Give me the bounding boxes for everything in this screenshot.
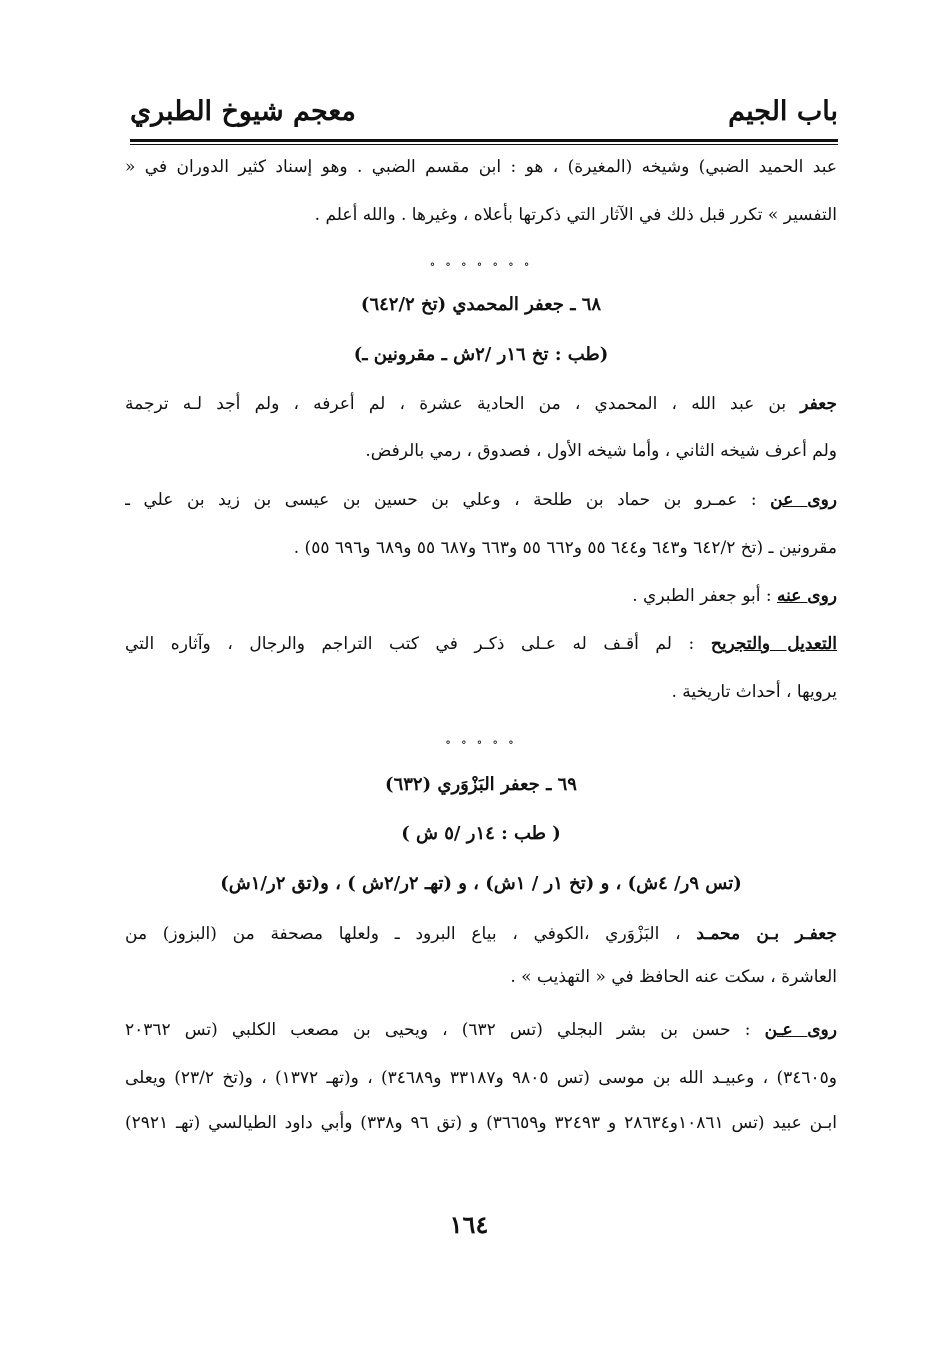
body-line: مقرونين ـ (تخ ٦٤٢/٢ و٦٤٣ و٦٤٤ ٥٥ و٦٦٢ ٥٥ و٦٦٣ و٦٨٧ ٥٥ و٦٨٩ و٦٩٦ ٥٥) . <box>293 538 837 558</box>
entry-69-title: ٦٩ ـ جعفر البَزْوَري (٦٣٢) <box>385 774 577 795</box>
running-header <box>130 92 838 134</box>
narrated-from-label: روى عن <box>770 490 837 510</box>
entry-69-reference: ( طب : ١٤ر /٥ ش ) <box>401 823 561 844</box>
body-line: التفسير » تكرر قبل ذلك في الآثار التي ذكرتها بأعلاه ، وغيرها . والله أعلم . <box>314 205 837 225</box>
header-rule-thick <box>130 139 838 142</box>
entry-69-narrated-from <box>125 1018 837 1042</box>
section-separator: ∘ ∘ ∘ ∘ ∘ <box>445 735 517 749</box>
entry-69-line <box>125 922 837 946</box>
assessment-label: التعديل والتجريح <box>710 634 837 654</box>
entry-68-line <box>125 392 837 416</box>
entry-68-reference: (طب : تخ ١٦ر /٢ش ـ مقرونين ـ) <box>353 344 609 365</box>
section-separator: ∘ ∘ ∘ ∘ ∘ ∘ ∘ <box>429 257 533 271</box>
narrated-by-text: : أبو جعفر الطبري . <box>632 586 772 606</box>
page-number: ١٦٤ <box>449 1210 489 1239</box>
entry-68-text: بن عبد الله ، المحمدي ، من الحادية عشرة ، لم أعرفه ، ولم أجد لـه ترجمة <box>125 394 787 414</box>
entry-69-text: ، البَزْوَري ،الكوفي ، بياع البرود ـ ولعلها مصحفة من (البزوز) من <box>125 924 681 944</box>
book-title: معجم شيوخ الطبري <box>130 96 356 127</box>
body-line: ابـن عبيد (تس ١٠٨٦١و٢٨٦٣٤ و ٣٢٤٩٣ و٣٦٦٥٩) و (تق ٩٦ و٣٣٨) وأبي داود الطيالسي (تهـ ٢٩٢١) <box>125 1113 837 1133</box>
assessment-text: : لم أقـف له عـلى ذكـر في كتب التراجم والرجال ، وآثاره التي <box>125 634 695 654</box>
body-line: و٣٤٦٠٥) ، وعبيـد الله بن موسى (تس ٩٨٠٥ و٣٣١٨٧ و٣٤٦٨٩) ، و(تهـ ١٣٧٢) ، و(تخ ٢٣/٢) ويعلى <box>125 1068 837 1088</box>
entry-68-assessment <box>125 632 837 656</box>
entry-69-references: (تس ٩ر/ ٤ش) ، و (تخ ١ر / ١ش) ، و (تهـ ٢ر/٢ش ) ، و(تق ٢ر/١ش) <box>220 873 742 894</box>
narrated-by-label: روى عنه <box>776 586 837 606</box>
body-line: العاشرة ، سكت عنه الحافظ في « التهذيب » . <box>510 967 837 987</box>
entry-69-name: جعفـر بـن محمـد <box>696 924 837 944</box>
entry-68-name: جعفر <box>800 394 837 414</box>
header-rule-thin <box>130 144 838 145</box>
narrated-from-text: : عمـرو بن حماد بن طلحة ، وعلي بن حسين بن عيسى بن زيد بن علي ـ <box>125 490 757 510</box>
narrated-from-text: : حسن بن بشر البجلي (تس ٦٣٢) ، ويحيى بن مصعب الكلبي (تس ٢٠٣٦٢ <box>125 1020 751 1040</box>
chapter-title: باب الجيم <box>728 96 838 127</box>
body-line: يرويها ، أحداث تاريخية . <box>671 682 837 702</box>
entry-68-title: ٦٨ ـ جعفر المحمدي (تخ ٦٤٢/٢) <box>360 294 602 315</box>
entry-68-narrated-by <box>125 584 837 608</box>
entry-68-narrated-from <box>125 488 837 512</box>
narrated-from-label: روى عـن <box>764 1020 837 1040</box>
body-line: ولم أعرف شيخه الثاني ، وأما شيخه الأول ، فصدوق ، رمي بالرفض. <box>365 441 837 461</box>
body-line: عبد الحميد الضبي) وشيخه (المغيرة) ، هو : ابن مقسم الضبي . وهو إسناد كثير الدوران في « <box>125 157 837 177</box>
